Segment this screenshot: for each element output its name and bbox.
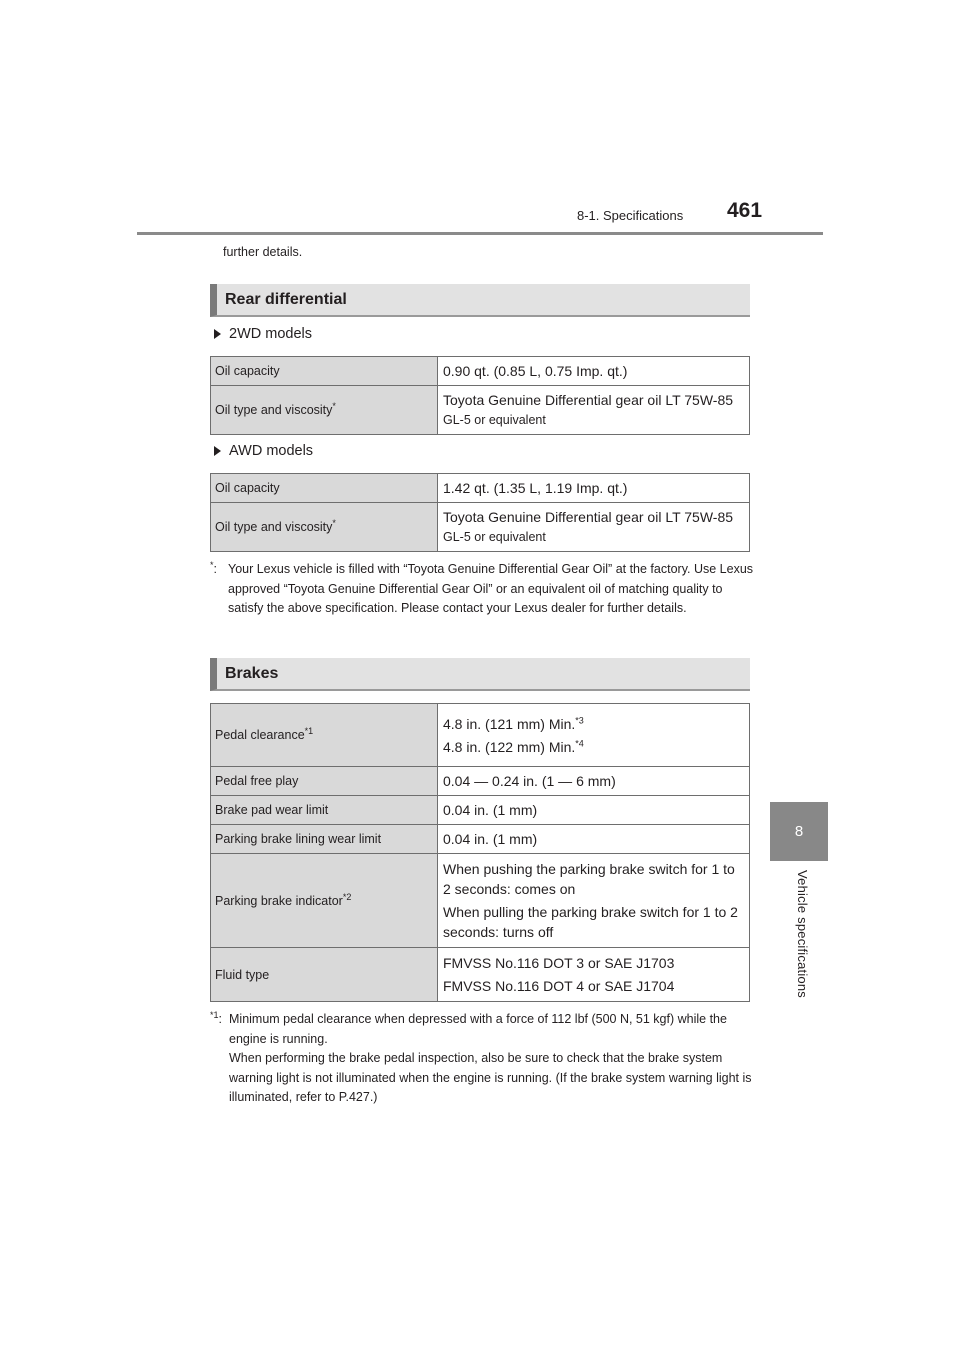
- subhead-label: 2WD models: [229, 326, 312, 342]
- intro-text: further details.: [223, 245, 303, 259]
- header-section-title: 8-1. Specifications: [577, 208, 684, 223]
- subhead-awd: [214, 443, 313, 459]
- row-label: Oil type and viscosity*: [211, 386, 438, 435]
- row-value: Toyota Genuine Differential gear oil LT 75W-85 GL-5 or equivalent: [438, 386, 750, 435]
- row-value: 0.04 in. (1 mm): [438, 796, 750, 825]
- row-label: Oil capacity: [211, 474, 438, 503]
- table-row: [211, 825, 750, 854]
- arrow-right-icon: [214, 446, 221, 456]
- subhead-2wd: [214, 326, 312, 342]
- table-row: [211, 503, 750, 552]
- spec-table-awd: [210, 473, 750, 552]
- row-value: When pushing the parking brake switch for 1 to 2 seconds: comes on When pulling the parking brake switch for 1 to 2 seconds: turns off: [438, 854, 750, 948]
- footnote-mark: *1: [304, 725, 314, 736]
- section-title-text: Brakes: [225, 664, 279, 682]
- row-value: 1.42 qt. (1.35 L, 1.19 Imp. qt.): [438, 474, 750, 503]
- row-label: Oil capacity: [211, 357, 438, 386]
- table-row: [211, 357, 750, 386]
- row-label: Pedal free play: [211, 767, 438, 796]
- footnote-mark: *: [332, 400, 336, 411]
- row-label: Fluid type: [211, 948, 438, 1002]
- table-row: [211, 854, 750, 948]
- footnote-text: When performing the brake pedal inspection, also be sure to check that the brake system warning light is not illuminated when the engine is running. (If the brake system warning light is illuminated, refer to P.427.): [229, 1051, 752, 1104]
- footnote-text: Minimum pedal clearance when depressed with a force of 112 lbf (500 N, 51 kgf) while the engine is running.: [229, 1012, 727, 1046]
- spec-table-brakes: [210, 703, 750, 1002]
- section-title-text: Rear differential: [225, 290, 347, 308]
- table-row: [211, 386, 750, 435]
- row-label: Parking brake indicator$^{*2}$: [211, 854, 438, 948]
- row-label: Pedal clearance$^{*1}$: [211, 704, 438, 767]
- subhead-label: AWD models: [229, 443, 314, 459]
- section-title-brakes: [210, 658, 750, 691]
- row-value: Toyota Genuine Differential gear oil LT 75W-85 GL-5 or equivalent: [438, 503, 750, 552]
- page-number: 461: [727, 199, 763, 222]
- row-label: Parking brake lining wear limit: [211, 825, 438, 854]
- footnote-text: Your Lexus vehicle is filled with “Toyota Genuine Differential Gear Oil” at the factory. Use Lexus approved “Toyota Genuine Differential Gear Oil” or an equivalent oil of matching quality to satisfy the above specification. Please contact your Lexus dealer for further details.: [228, 562, 754, 615]
- chapter-tab: 8: [770, 802, 828, 861]
- section-title-rear-differential: [210, 284, 750, 317]
- table-row: [211, 796, 750, 825]
- row-label: Oil type and viscosity*: [211, 503, 438, 552]
- spec-table-2wd: [210, 356, 750, 435]
- footnote-rear-differential: [210, 560, 755, 619]
- row-value: 0.90 qt. (0.85 L, 0.75 Imp. qt.): [438, 357, 750, 386]
- footnote-marker: $^{*1}$:: [210, 1009, 222, 1026]
- header-rule: [137, 232, 823, 235]
- table-row: [211, 767, 750, 796]
- row-value: 4.8 in. (121 mm) Min.$^{*3}$ 4.8 in. (122 mm) Min.$^{*4}$: [438, 704, 750, 767]
- footnote-mark: *: [332, 517, 336, 528]
- row-value: 0.04 in. (1 mm): [438, 825, 750, 854]
- row-label: Brake pad wear limit: [211, 796, 438, 825]
- row-value: 0.04 — 0.24 in. (1 — 6 mm): [438, 767, 750, 796]
- arrow-right-icon: [214, 329, 221, 339]
- footnote-marker: *:: [210, 559, 217, 576]
- table-row: [211, 948, 750, 1002]
- row-value: FMVSS No.116 DOT 3 or SAE J1703 FMVSS No.116 DOT 4 or SAE J1704: [438, 948, 750, 1002]
- chapter-side-label: Vehicle specifications: [795, 870, 810, 998]
- table-row: [211, 704, 750, 767]
- footnote-brakes: [210, 1010, 755, 1108]
- table-row: [211, 474, 750, 503]
- footnote-mark: *2: [342, 891, 352, 902]
